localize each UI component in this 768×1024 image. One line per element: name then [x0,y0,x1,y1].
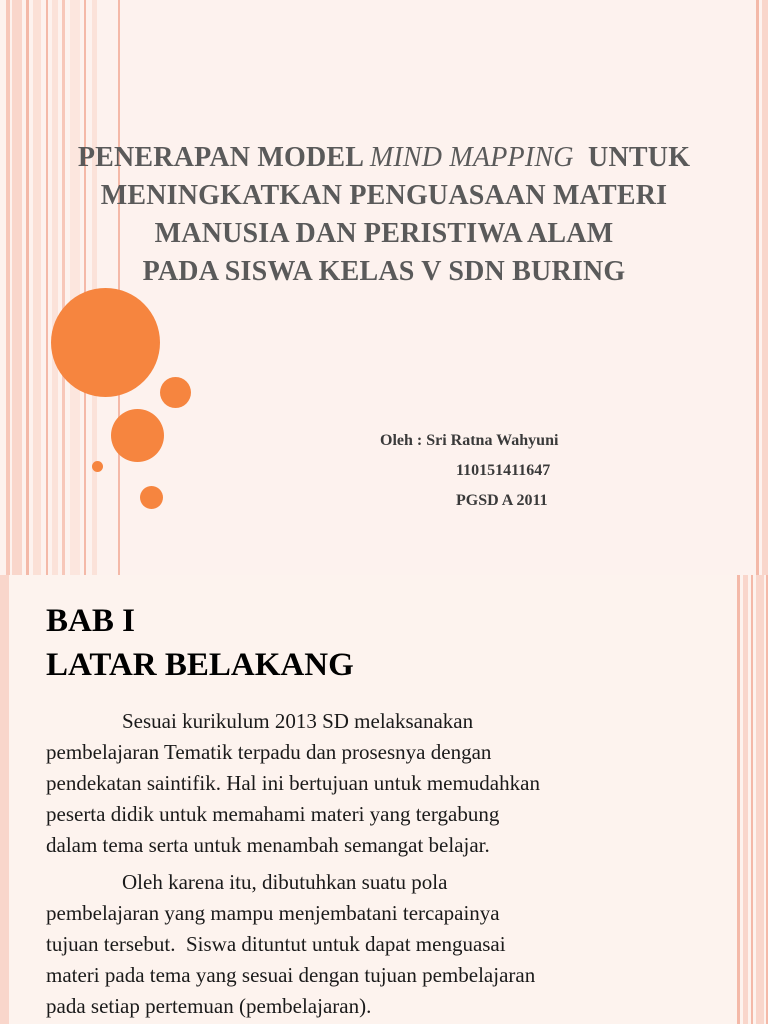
decorative-stripe [751,575,753,1024]
paragraph-line: pembelajaran Tematik terpadu dan prosesnya dengan [46,740,492,764]
title-text: UNTUK [573,142,691,173]
decorative-stripe [737,575,740,1024]
chapter-heading [46,599,354,687]
decorative-circle [160,377,191,408]
paragraph-1 [46,706,686,861]
decorative-stripe [0,575,9,1024]
title-text: PENERAPAN MODEL [77,142,370,173]
paragraph-line: tujuan tersebut. Siswa dituntut untuk dapat menguasai [46,932,506,956]
class-label: PGSD A 2011 [456,492,548,509]
paragraph-line: pembelajaran yang mampu menjembatani tercapainya [46,901,500,925]
title-line: MANUSIA DAN PERISTIWA ALAM [154,218,614,249]
title-italic-text: MIND MAPPING [369,142,574,173]
decorative-stripe [743,575,748,1024]
student-id: 110151411647 [456,462,551,479]
chapter-title: LATAR BELAKANG [46,647,354,683]
decorative-circle [140,486,163,509]
author-name: Oleh : Sri Ratna Wahyuni [380,432,559,449]
paragraph-line: dalam tema serta untuk menambah semangat belajar. [46,833,490,857]
content-slide [0,575,768,1024]
paragraph-line: pendekatan saintifik. Hal ini bertujuan untuk memudahkan [46,771,540,795]
paragraph-line: materi pada tema yang sesuai dengan tujuan pembelajaran [46,963,536,987]
paragraph-line: Sesuai kurikulum 2013 SD melaksanakan [122,709,474,733]
title-line: MENINGKATKAN PENGUASAAN MATERI [100,180,668,211]
decorative-circle [92,461,103,472]
author-block [380,426,558,516]
slide-title [0,139,768,291]
paragraph-line: pada setiap pertemuan (pembelajaran). [46,994,372,1018]
paragraph-2 [46,867,686,1022]
title-line: PADA SISWA KELAS V SDN BURING [142,256,626,287]
chapter-number: BAB I [46,603,135,639]
decorative-stripe [756,575,764,1024]
paragraph-line: Oleh karena itu, dibutuhkan suatu pola [122,870,448,894]
decorative-circle [51,288,160,397]
title-line [0,139,768,177]
decorative-circle [111,409,164,462]
paragraph-line: peserta didik untuk memahami materi yang tergabung [46,802,500,826]
